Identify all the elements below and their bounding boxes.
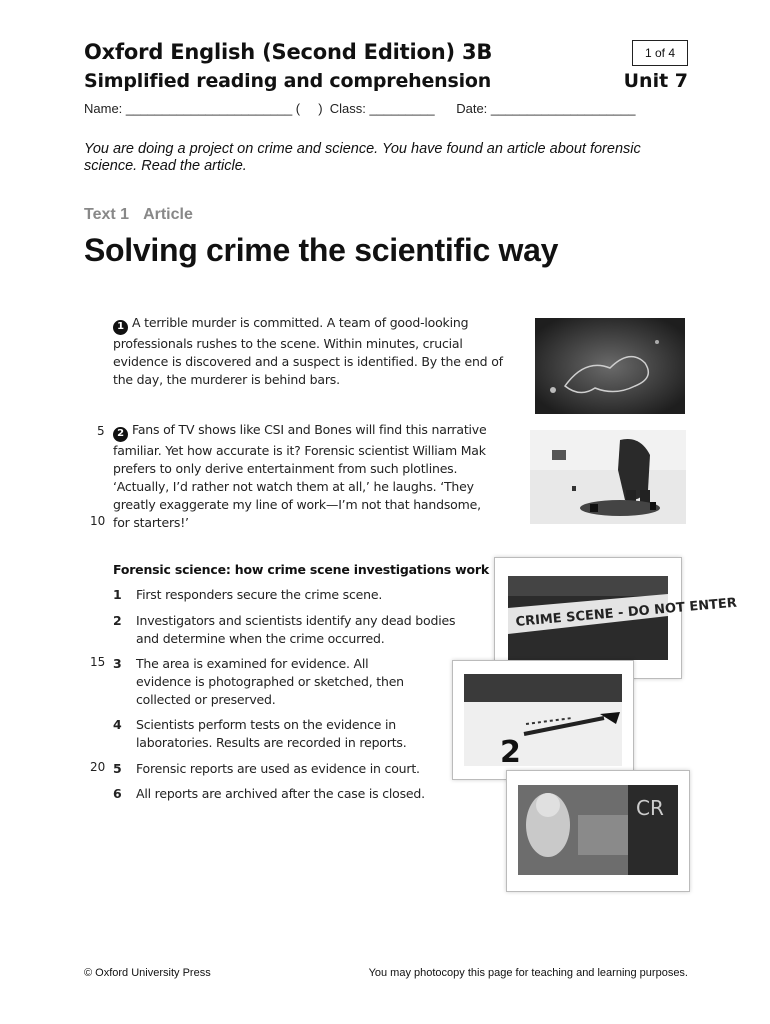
lab-sign-text: CR xyxy=(636,796,664,820)
line-number-15: 15 xyxy=(90,655,106,669)
text-type: Article xyxy=(143,206,193,223)
evidence-marker-photo xyxy=(452,660,634,780)
crime-scene-tape-image xyxy=(508,576,738,660)
unit-label: Unit 7 xyxy=(623,70,688,92)
step-item: 3 The area is examined for evidence. All evidence is photographed or sketched, then collected or preserved. xyxy=(113,656,404,707)
article-title: Solving crime the scientific way xyxy=(84,232,559,268)
worksheet-title: Oxford English (Second Edition) 3B xyxy=(84,40,493,64)
line-number-10: 10 xyxy=(90,514,106,528)
step-item: 2 Investigators and scientists identify any dead bodies and determine when the crime occurred. xyxy=(113,613,456,646)
lab-scientist-image xyxy=(518,785,678,875)
paragraph-number-badge: 1 xyxy=(113,320,128,335)
copyright-notice: © Oxford University Press xyxy=(84,967,211,979)
step-item: 4 Scientists perform tests on the evidence in laboratories. Results are recorded in reports. xyxy=(113,717,407,750)
text-number: Text 1 xyxy=(84,206,130,223)
paragraph-number-badge: 2 xyxy=(113,427,128,442)
investigator-image xyxy=(530,430,686,524)
step-item: 1 First responders secure the crime scene. xyxy=(113,587,383,602)
line-number-20: 20 xyxy=(90,760,106,774)
paragraph-2: 2 Fans of TV shows like CSI and Bones will find this narrative familiar. Yet how accurate is it? Forensic scientist William Mak prefers to only derive entertainment from such plotlines. ‘Actually, I’d rather not watch them at all,’ he laughs. ‘They greatly exaggerate my line of work—I’m not that handsome, for starters!’ xyxy=(113,422,487,530)
text-label xyxy=(84,206,207,224)
evidence-marker-image xyxy=(464,674,622,770)
evidence-marker-number: 2 xyxy=(500,735,521,770)
crime-scene-image xyxy=(535,318,685,414)
task-instructions: You are doing a project on crime and science. You have found an article about forensic science. Read the article. xyxy=(84,141,641,174)
steps-heading: Forensic science: how crime scene investigations work xyxy=(113,562,489,577)
line-number-5: 5 xyxy=(97,424,105,438)
paragraph-1: 1 A terrible murder is committed. A team of good-looking professionals rushes to the scene. Within minutes, crucial evidence is discovered and a suspect is identified. By the end of the day, the murderer is behind bars. xyxy=(113,315,503,387)
worksheet-subtitle: Simplified reading and comprehension xyxy=(84,70,492,92)
investigator-photo xyxy=(530,430,686,524)
photocopy-notice: You may photocopy this page for teaching and learning purposes. xyxy=(368,967,688,979)
page-indicator: 1 of 4 xyxy=(632,40,688,66)
step-item: 5 Forensic reports are used as evidence in court. xyxy=(113,761,420,776)
crime-scene-photo xyxy=(535,318,685,414)
name-class-date-line: Name: _______________________ ( ) Class: _________ Date: ____________________ xyxy=(84,101,636,116)
lab-scientist-photo xyxy=(506,770,690,892)
tape-text: CRIME SCENE - DO NOT ENTER xyxy=(515,595,738,630)
step-item: 6 All reports are archived after the case is closed. xyxy=(113,786,425,801)
